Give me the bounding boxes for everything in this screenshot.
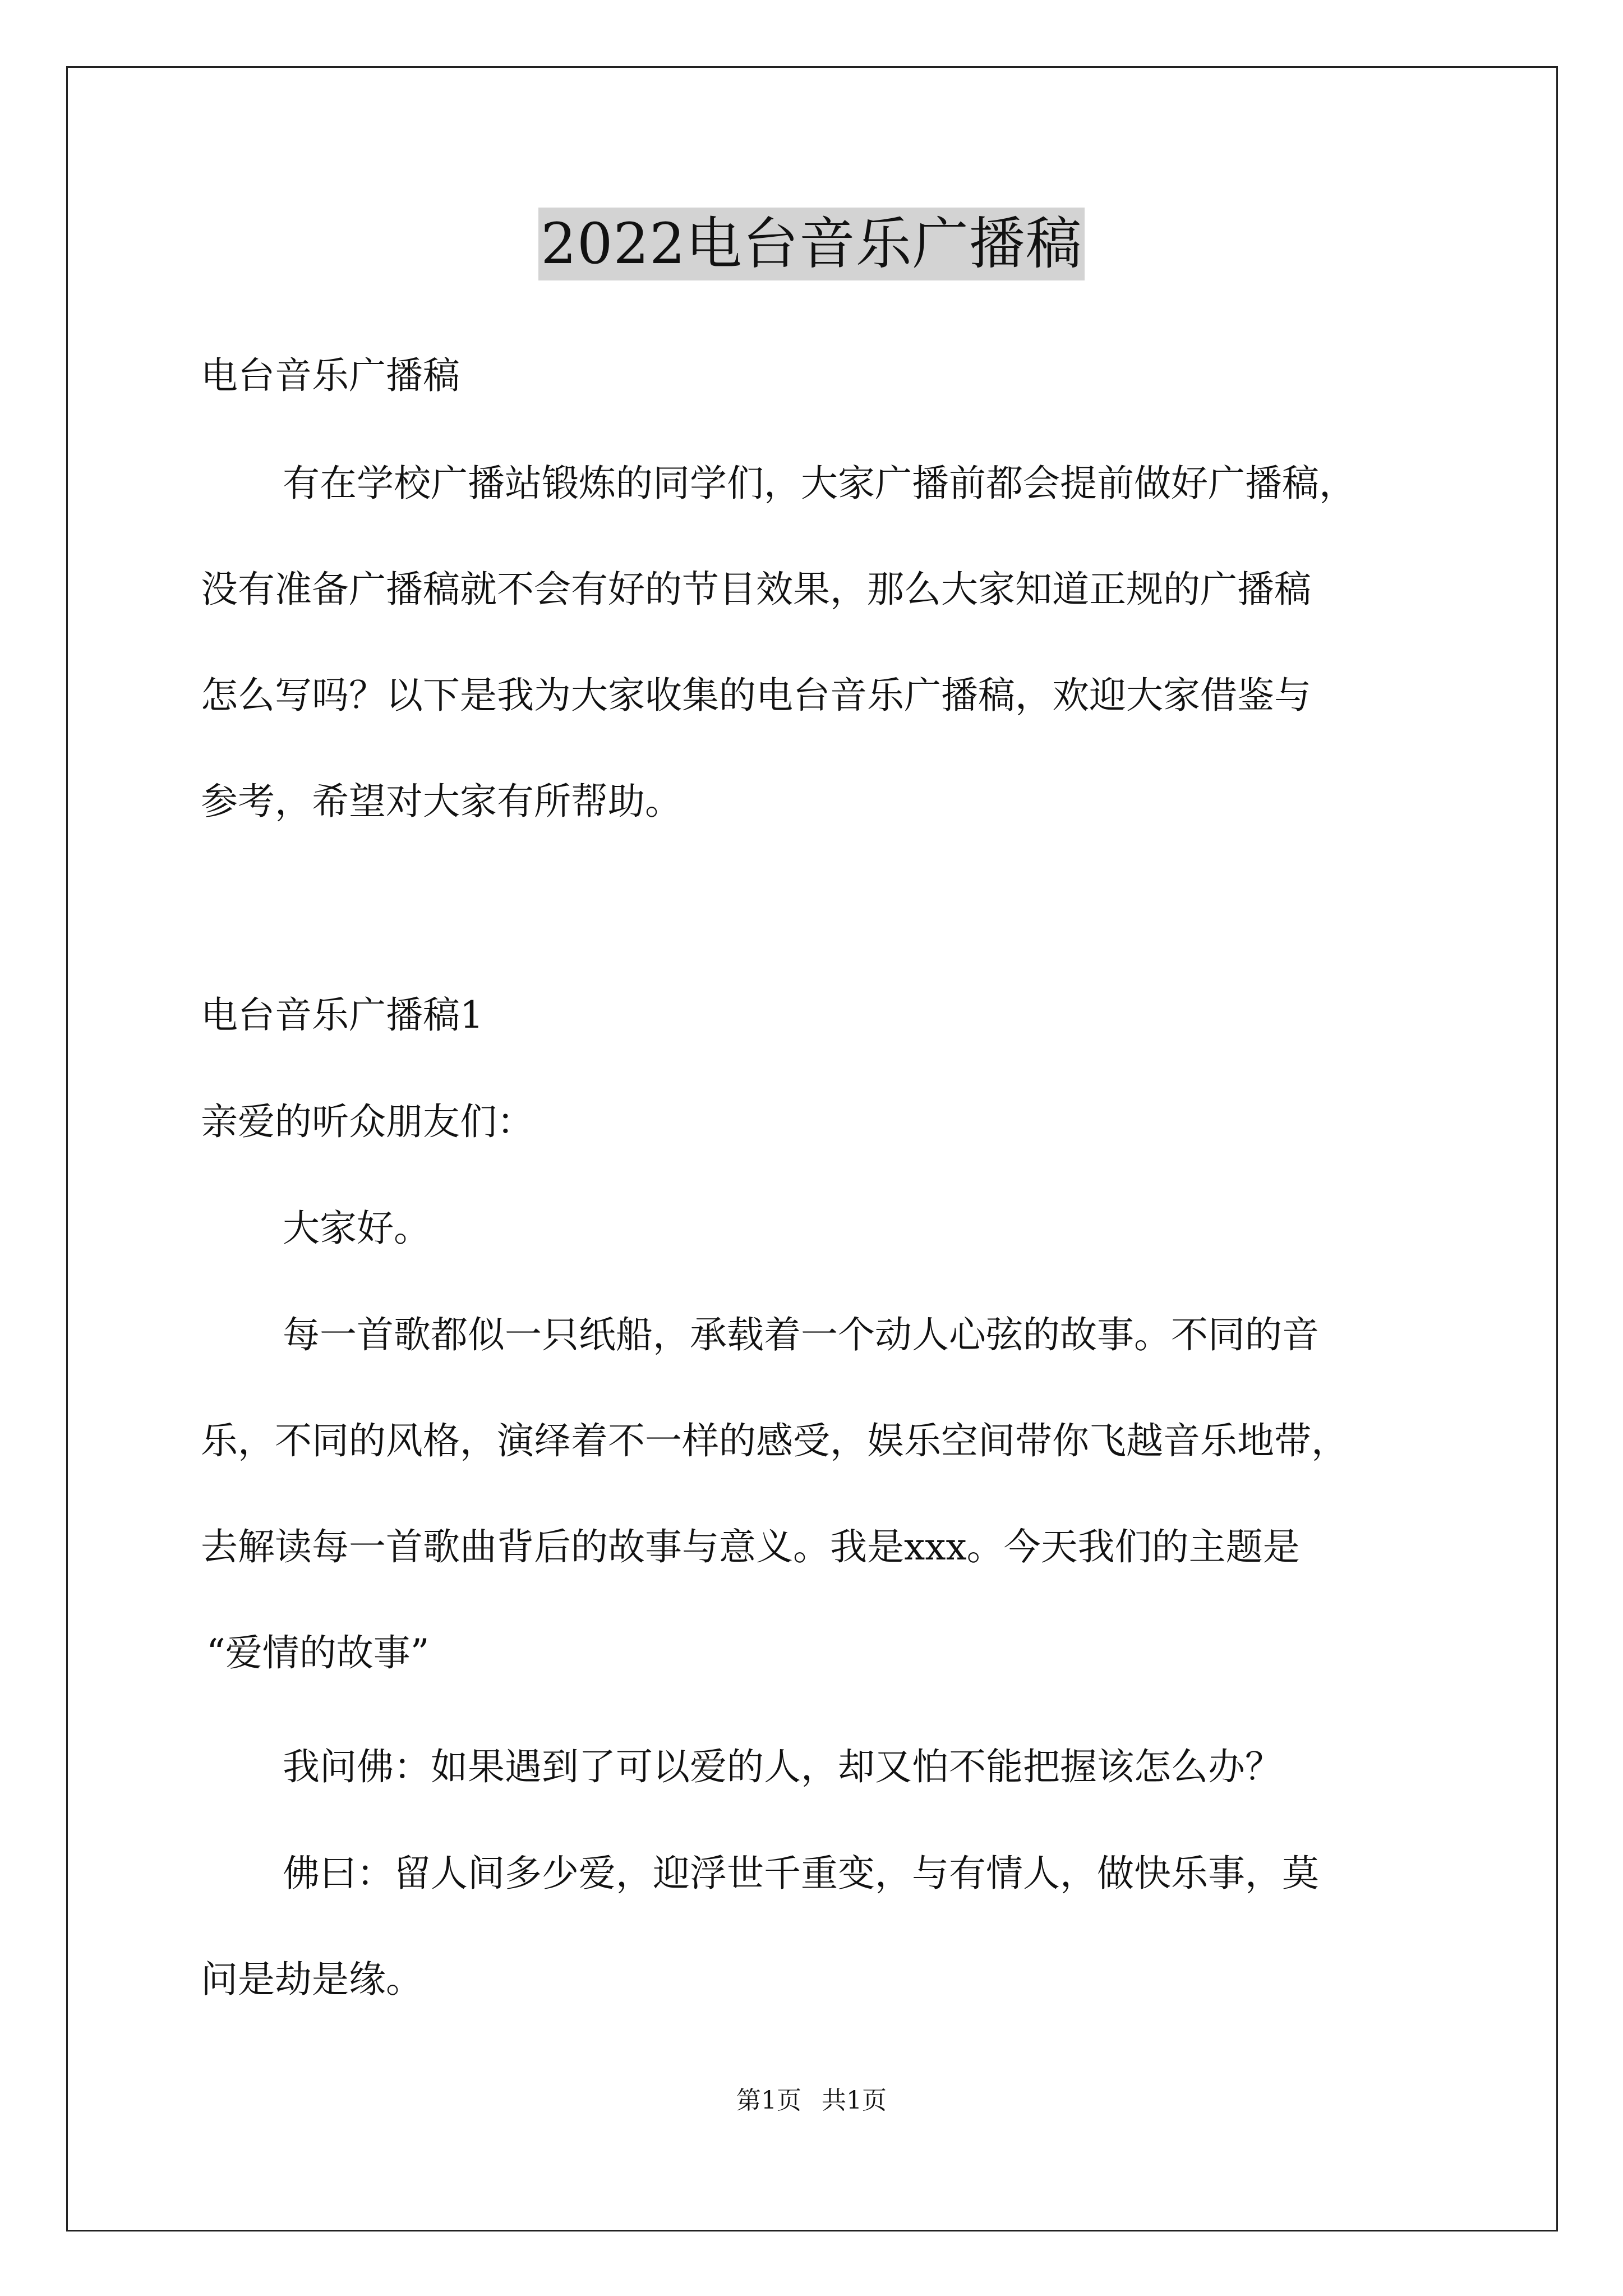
document-title: 2022电台音乐广播稿 [538,208,1085,280]
section-title: 电台音乐广播稿1 [201,993,483,1037]
hello-line: 大家好。 [283,1207,431,1250]
question-line: 我问佛：如果遇到了可以爱的人，却又怕不能把握该怎么办？ [283,1745,1282,1788]
intro-line: 怎么写吗？以下是我为大家收集的电台音乐广播稿，欢迎大家借鉴与 [201,674,1311,717]
paragraph-line: 每一首歌都似一只纸船，承载着一个动人心弦的故事。不同的音 [283,1313,1319,1356]
title-container [0,208,1623,280]
page-number: 第1页 [736,2086,801,2115]
page-footer [0,2084,1623,2118]
intro-line: 没有准备广播稿就不会有好的节目效果，那么大家知道正规的广播稿 [201,568,1311,611]
paragraph-line: 乐，不同的风格，演绎着不一样的感受，娱乐空间带你飞越音乐地带， [201,1419,1348,1462]
answer-paragraph [201,1846,1435,2008]
intro-paragraph [201,455,1435,830]
greeting: 亲爱的听众朋友们： [201,1100,534,1143]
answer-line: 问是劫是缘。 [201,1958,423,2001]
paragraph-line: “爱情的故事” [206,1631,430,1674]
intro-line: 参考，希望对大家有所帮助。 [201,780,682,823]
paragraph-1 [201,1307,1435,1681]
intro-line: 有在学校广播站锻炼的同学们，大家广播前都会提前做好广播稿， [283,462,1356,505]
heading: 电台音乐广播稿 [201,354,460,397]
page-total: 共1页 [822,2086,887,2115]
answer-line: 佛曰：留人间多少爱，迎浮世千重变，与有情人，做快乐事，莫 [283,1852,1319,1895]
paragraph-line: 去解读每一首歌曲背后的故事与意义。我是xxx。今天我们的主题是 [201,1525,1300,1568]
